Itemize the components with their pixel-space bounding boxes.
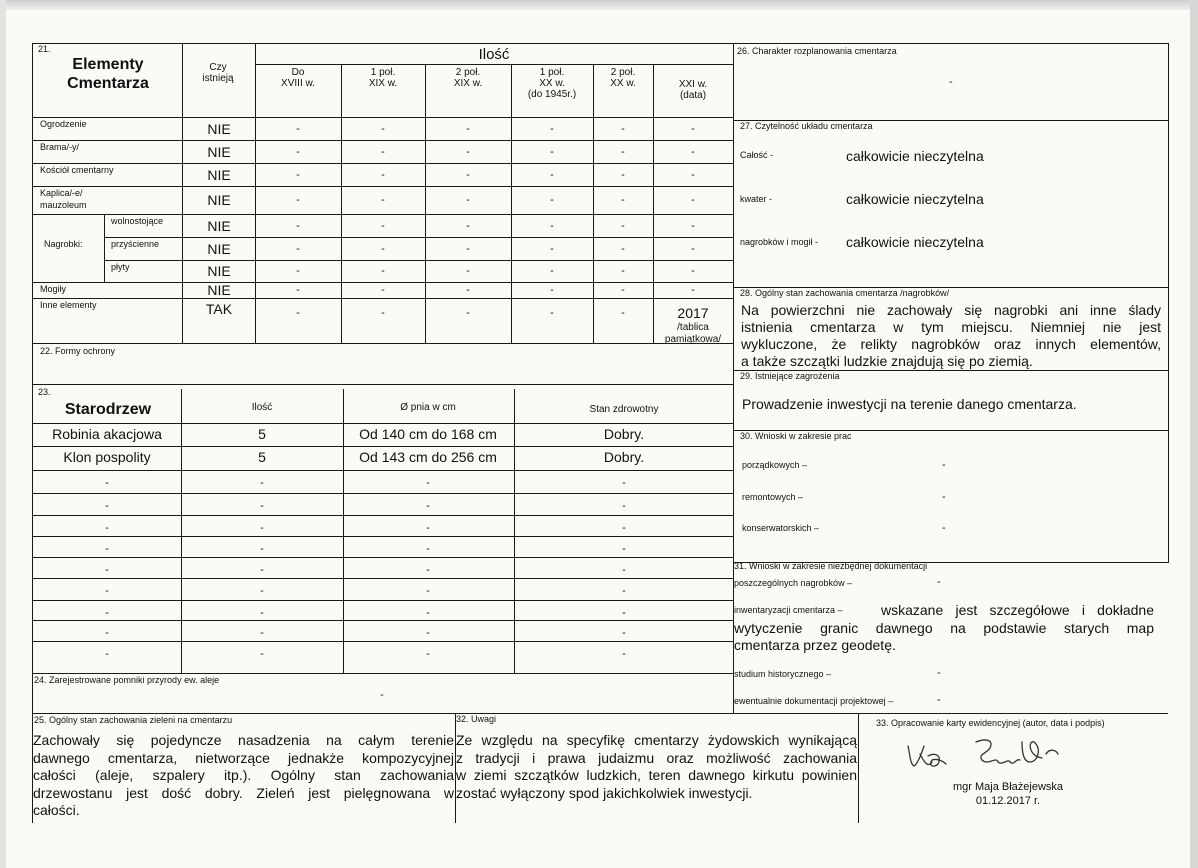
quantity-note: /tablica — [677, 322, 709, 333]
doc-value-3: cmentarza przez geodetę. — [734, 637, 896, 653]
tree-cell-qty: - — [260, 627, 264, 639]
tree-cell-name: - — [105, 543, 109, 555]
doc-value: - — [937, 694, 941, 706]
period-header: XX w. — [610, 78, 636, 89]
tree-cell-name: - — [105, 477, 109, 489]
period-header: XIX w. — [453, 78, 483, 89]
s32-line: w ziemi szczątków ludzkich, teren dawnego kirkutu powinien — [456, 767, 857, 783]
readability-value: całkowicie nieczytelna — [846, 191, 984, 207]
quantity-cell: - — [621, 123, 625, 135]
tree-cell-size: - — [426, 585, 430, 597]
nagrobki-label: Nagrobki: — [44, 239, 83, 249]
trunk-diameter-header: Ø pnia w cm — [400, 402, 456, 413]
period-header: Do — [291, 67, 305, 78]
quantity-cell: - — [466, 284, 470, 296]
handwritten-signature — [898, 732, 1068, 780]
tree-cell-name: - — [105, 564, 109, 576]
works-key: konserwatorskich – — [742, 523, 820, 533]
section-23-title: Starodrzew — [64, 401, 152, 418]
period-header: 1 poł. — [539, 67, 565, 78]
quantity-cell: - — [691, 284, 695, 296]
period-header: XX w. — [539, 78, 565, 89]
element-label: Brama/-y/ — [40, 142, 80, 152]
exists-value: TAK — [205, 301, 233, 317]
section-29-label: 29. Istniejące zagrożenia — [740, 371, 840, 381]
quantity-cell: - — [296, 265, 300, 277]
quantity-cell: - — [621, 220, 625, 232]
readability-key: Całość - — [740, 150, 774, 160]
exists-header-2: istnieją — [202, 73, 234, 84]
tree-cell-size: - — [426, 627, 430, 639]
s32-line: z tradycji i prawa judaizmu oraz możliwość zachowania — [456, 749, 857, 766]
exists-value: NIE — [207, 263, 231, 279]
quantity-cell: - — [466, 194, 470, 206]
quantity-cell: - — [550, 146, 554, 158]
quantity-cell: - — [691, 146, 695, 158]
quantity-cell: - — [466, 146, 470, 158]
quantity-cell: - — [296, 194, 300, 206]
tree-cell-qty: - — [260, 522, 264, 534]
exists-value: NIE — [207, 192, 231, 208]
tree-cell-state: Dobry. — [603, 426, 645, 442]
quantity-cell: - — [621, 146, 625, 158]
quantity-cell: - — [550, 220, 554, 232]
section-25-label: 25. Ogólny stan zachowania zieleni na cmentarzu — [34, 715, 233, 725]
quantity-note: pamiątkowa/ — [664, 334, 722, 345]
tree-cell-state: Dobry. — [603, 449, 645, 465]
section-26-value: - — [949, 76, 953, 88]
tree-cell-size: - — [426, 543, 430, 555]
quantity-cell: - — [621, 194, 625, 206]
s25-line: dawnego cmentarza, nietworzące jednakże kompozycyjnej — [33, 749, 454, 766]
exists-value: NIE — [207, 241, 231, 257]
section-21-title: Elementy — [72, 56, 144, 73]
quantity-cell: - — [550, 307, 554, 319]
section-32-text — [456, 732, 857, 802]
section-33-label: 33. Opracowanie karty ewidencyjnej (autor, data i podpis) — [876, 718, 1105, 728]
s25-line: drzewostanu jest dość dobry. Zieleń jest pielęgnowana w — [33, 784, 454, 801]
quantity-cell: - — [296, 243, 300, 255]
quantity-cell: - — [466, 307, 470, 319]
quantity-cell: - — [550, 123, 554, 135]
tree-cell-qty: - — [260, 585, 264, 597]
works-key: remontowych – — [742, 492, 804, 502]
quantity-cell: - — [691, 220, 695, 232]
section-25-text — [33, 732, 454, 820]
tree-cell-state: - — [622, 564, 626, 576]
tree-cell-size: - — [426, 648, 430, 660]
quantity-cell: - — [296, 307, 300, 319]
exists-value: NIE — [207, 218, 231, 234]
works-value: - — [942, 491, 946, 503]
s28-line: wykluczone, że relikty nagrobków oraz innych elementów, — [741, 336, 1161, 352]
doc-key: ewentualnie dokumentacji projektowej – — [734, 696, 894, 706]
element-label: Kaplica/-e/ — [40, 188, 83, 198]
quantity-cell: - — [691, 265, 695, 277]
tree-cell-qty: - — [260, 500, 264, 512]
section-32-label: 32. Uwagi — [456, 714, 497, 724]
tree-cell-size: Od 143 cm do 256 cm — [359, 449, 497, 465]
s28-line: a także szczątki ludzkie znajdują się po ziemią. — [741, 353, 1033, 369]
section-29-value: Prowadzenie inwestycji na terenie danego cmentarza. — [742, 396, 1077, 412]
readability-value: całkowicie nieczytelna — [846, 234, 984, 250]
tree-cell-qty: - — [260, 564, 264, 576]
section-27-label: 27. Czytelność układu cmentarza — [740, 121, 873, 131]
section-24-label: 24. Zarejestrowane pomniki przyrody ew. aleje — [34, 675, 220, 685]
tree-cell-qty: - — [260, 477, 264, 489]
period-header: 2 poł. — [610, 67, 636, 78]
period-header: XVIII w. — [281, 78, 315, 89]
quantity-cell: - — [691, 169, 695, 181]
element-label: Ogrodzenie — [40, 119, 87, 129]
author-name: mgr Maja Błażejewska — [952, 781, 1064, 793]
quantity-cell: - — [466, 220, 470, 232]
scan-top-edge — [0, 0, 1198, 10]
s25-line: Zachowały się pojedyncze nasadzenia na całym terenie — [33, 732, 454, 748]
health-header: Stan zdrowotny — [589, 404, 659, 415]
tree-cell-size: - — [426, 522, 430, 534]
quantity-cell: - — [296, 169, 300, 181]
quantity-cell: 2017 — [677, 305, 709, 321]
quantity-cell: - — [621, 169, 625, 181]
tree-cell-state: - — [622, 522, 626, 534]
section-21-title-2: Cmentarza — [67, 75, 149, 92]
section-21-number: 21. — [38, 44, 51, 54]
quantity-cell: - — [381, 220, 385, 232]
tree-cell-name: - — [105, 500, 109, 512]
exists-value: NIE — [207, 121, 231, 137]
exists-value: NIE — [207, 144, 231, 160]
tree-cell-name: - — [105, 607, 109, 619]
element-label-2: mauzoleum — [40, 200, 87, 210]
quantity-header: Ilość — [478, 46, 510, 63]
period-header: 1 poł. — [370, 67, 396, 78]
doc-value-2: wytyczenie granic dawnego na podstawie starych map — [734, 620, 1154, 636]
doc-key: poszczególnych nagrobków – — [734, 578, 853, 588]
exists-value: NIE — [207, 282, 231, 298]
quantity-cell: - — [550, 194, 554, 206]
gravestone-type-label: płyty — [111, 262, 130, 272]
section-30-label: 30. Wnioski w zakresie prac — [740, 431, 852, 441]
tree-cell-state: - — [622, 648, 626, 660]
scan-right-edge — [1190, 0, 1198, 868]
exists-header: Czy — [209, 62, 227, 73]
section-22-label: 22. Formy ochrony — [40, 346, 116, 356]
period-header: XXI w. — [678, 79, 708, 90]
tree-cell-name: - — [105, 522, 109, 534]
quantity-cell: - — [691, 194, 695, 206]
quantity-cell: - — [466, 169, 470, 181]
tree-cell-name: Klon pospolity — [63, 449, 151, 465]
readability-value: całkowicie nieczytelna — [846, 148, 984, 164]
exists-value: NIE — [207, 167, 231, 183]
quantity-cell: - — [381, 284, 385, 296]
quantity-cell: - — [550, 243, 554, 255]
section-23-number: 23. — [38, 387, 51, 397]
tree-cell-state: - — [622, 585, 626, 597]
tree-cell-size: Od 140 cm do 168 cm — [359, 426, 497, 442]
tree-cell-qty: - — [260, 648, 264, 660]
section-28-text — [741, 302, 1161, 370]
tree-cell-qty: - — [260, 543, 264, 555]
section-26-label: 26. Charakter rozplanowania cmentarza — [737, 46, 897, 56]
doc-key: studium historycznego – — [734, 669, 832, 679]
period-header: 2 poł. — [455, 67, 481, 78]
section-24-value: - — [380, 689, 384, 701]
s25-line: całości (aleje, szpalery itp.). Ogólny stan zachowania — [33, 767, 454, 783]
quantity-cell: - — [381, 307, 385, 319]
quantity-cell: - — [466, 243, 470, 255]
tree-cell-state: - — [622, 477, 626, 489]
tree-cell-name: - — [105, 585, 109, 597]
quantity-cell: - — [550, 284, 554, 296]
gravestone-type-label: przyścienne — [111, 239, 160, 249]
tree-cell-state: - — [622, 543, 626, 555]
quantity-cell: - — [621, 284, 625, 296]
period-header: XIX w. — [368, 78, 398, 89]
quantity-cell: - — [691, 243, 695, 255]
quantity-cell: - — [691, 123, 695, 135]
quantity-cell: - — [621, 243, 625, 255]
author-date: 01.12.2017 r. — [975, 795, 1041, 807]
tree-cell-size: - — [426, 477, 430, 489]
tree-cell-qty: 5 — [258, 426, 266, 442]
period-header: (data) — [679, 90, 707, 101]
works-value: - — [942, 522, 946, 534]
s25-line: całości. — [33, 802, 80, 818]
readability-key: nagrobków i mogił - — [740, 237, 819, 247]
section-31-label: 31. Wnioski w zakresie niezbędnej dokumentacji — [734, 561, 928, 571]
quantity-cell: - — [381, 169, 385, 181]
tree-cell-qty: - — [260, 607, 264, 619]
quantity-cell: - — [296, 220, 300, 232]
tree-cell-size: - — [426, 607, 430, 619]
quantity-cell: - — [296, 146, 300, 158]
quantity-cell: - — [466, 265, 470, 277]
quantity-cell: - — [296, 123, 300, 135]
quantity-cell: - — [550, 169, 554, 181]
tree-cell-state: - — [622, 500, 626, 512]
s28-line: istnienia cmentarza w tym miejscu. Niemniej nie jest — [741, 319, 1161, 335]
doc-key: inwentaryzacji cmentarza – — [734, 605, 843, 615]
quantity-cell: - — [621, 307, 625, 319]
quantity-cell: - — [381, 194, 385, 206]
quantity-cell: - — [381, 146, 385, 158]
element-label: Inne elementy — [40, 300, 97, 310]
quantity-cell: - — [296, 284, 300, 296]
quantity-cell: - — [381, 265, 385, 277]
element-label: Mogiły — [40, 284, 67, 294]
section-28-label: 28. Ogólny stan zachowania cmentarza /nagrobków/ — [740, 288, 950, 298]
doc-value: - — [937, 667, 941, 679]
element-label: Kościół cmentarny — [40, 165, 114, 175]
s28-line: Na powierzchni nie zachowały się nagrobki ani inne ślady — [741, 302, 1161, 318]
quantity-cell: - — [466, 123, 470, 135]
quantity-cell: - — [381, 123, 385, 135]
tree-cell-state: - — [622, 627, 626, 639]
doc-value: - — [937, 576, 941, 588]
works-key: porządkowych – — [742, 460, 808, 470]
tree-cell-state: - — [622, 607, 626, 619]
quantity-cell: - — [550, 265, 554, 277]
tree-qty-header: Ilość — [251, 402, 273, 413]
readability-key: kwater - — [740, 194, 773, 204]
tree-cell-name: - — [105, 627, 109, 639]
tree-cell-name: - — [105, 648, 109, 660]
tree-cell-name: Robinia akacjowa — [52, 426, 162, 442]
gravestone-type-label: wolnostojące — [111, 216, 164, 226]
s32-line: zostać wyłączony spod jakichkolwiek inwestycji. — [456, 784, 753, 801]
works-value: - — [942, 459, 946, 471]
quantity-cell: - — [381, 243, 385, 255]
doc-value: wskazane jest szczegółowe i dokładne — [881, 602, 1154, 618]
s32-line: Ze względu na specyfikę cmentarzy żydowskich wynikającą — [456, 732, 857, 748]
tree-cell-size: - — [426, 500, 430, 512]
scan-left-edge — [0, 0, 6, 868]
tree-cell-qty: 5 — [258, 449, 266, 465]
tree-cell-size: - — [426, 564, 430, 576]
period-header: (do 1945r.) — [527, 89, 577, 100]
quantity-cell: - — [621, 265, 625, 277]
